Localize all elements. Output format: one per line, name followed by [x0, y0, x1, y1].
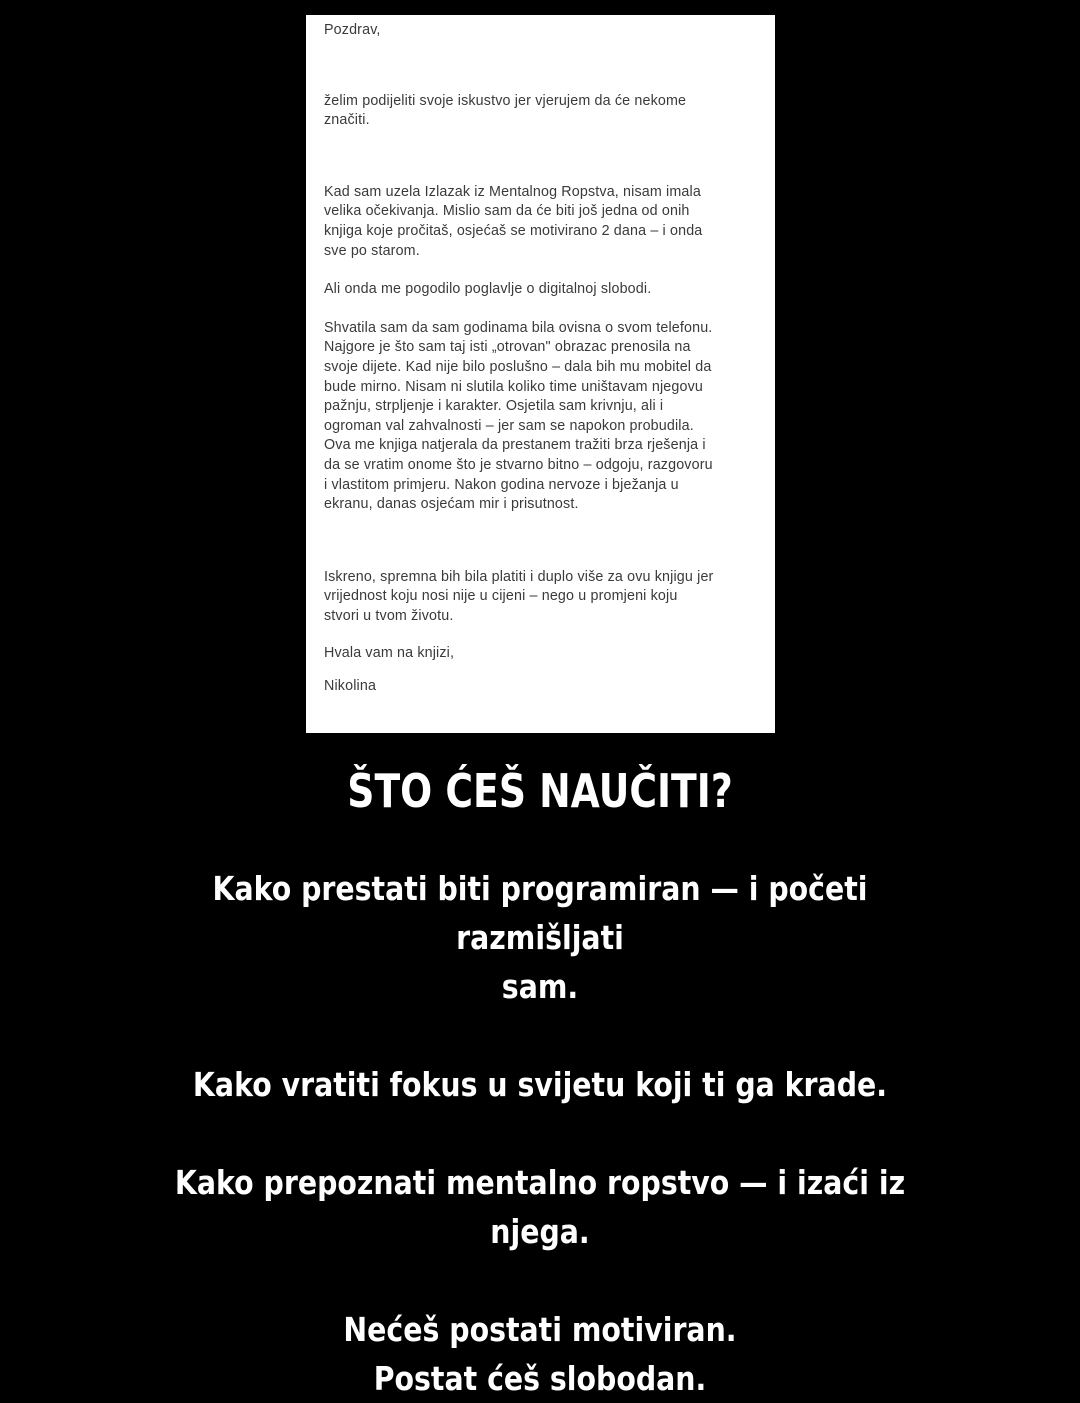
- closing-line-1: Nećeš postati motiviran.: [343, 1310, 737, 1349]
- point-2: Kako vratiti fokus u svijetu koji ti ga krade.: [192, 1065, 888, 1104]
- letter-body-paragraph: Shvatila sam da sam godinama bila ovisna o svom telefonu. Najgore je što sam taj isti „otrovan" obrazac prenosila na svoje dijete. Kad nije bilo poslušno – dala bih mu mobitel da bude mirno. Nisam ni slutila koliko time uništavam njegovu pažnju, strpljenje i karakter. Osjetila sam krivnju, ali i ogroman val zahvalnosti – jer sam se napokon probudila. Ova me knjiga natjerala da prestanem tražiti brza rješenja i da se vratim onome što je stvarno bitno – odgoju, razgovoru i vlastitom primjeru. Nakon godina nervoze i bježanja u ekranu, danas osjećam mir i prisutnost.: [324, 319, 713, 513]
- spacer: [80, 1011, 1000, 1060]
- letter-greeting: Pozdrav,: [324, 22, 381, 38]
- point-1-line-1: Kako prestati biti programiran — i početi razmišljati: [212, 869, 868, 957]
- letter-story-paragraph: Kad sam uzela Izlazak iz Mentalnog Ropstva, nisam imala velika očekivanja. Mislio sam da će biti još jedna od onih knjiga koje pročitaš, osjećaš se motivirano 2 dana – i onda sve po starom.: [324, 183, 703, 259]
- point-3: Kako prepoznati mentalno ropstvo — i izaći iz njega.: [174, 1163, 906, 1251]
- spacer: [80, 1256, 1000, 1305]
- testimonial-letter-screenshot: [306, 15, 775, 733]
- letter-intro: želim podijeliti svoje iskustvo jer vjerujem da će nekome značiti.: [324, 92, 687, 129]
- closing-line-2: Postat ćeš slobodan.: [373, 1359, 707, 1398]
- spacer: [80, 1109, 1000, 1158]
- letter-turning-point: Ali onda me pogodilo poglavlje o digitalnoj slobodi.: [324, 281, 652, 298]
- section-headline: ŠTO ĆEŠ NAUČITI?: [347, 764, 733, 818]
- letter-closing-paragraph: Iskreno, spremna bih bila platiti i duplo više za ovu knjigu jer vrijednost koju nosi nije u cijeni – nego u promjeni koju stvori u tvom životu.: [324, 568, 714, 624]
- letter-thanks: Hvala vam na knjizi,: [324, 645, 455, 662]
- learning-points: [80, 864, 1000, 1403]
- letter-signature: Nikolina: [324, 678, 377, 695]
- point-1-line-2: sam.: [501, 967, 579, 1006]
